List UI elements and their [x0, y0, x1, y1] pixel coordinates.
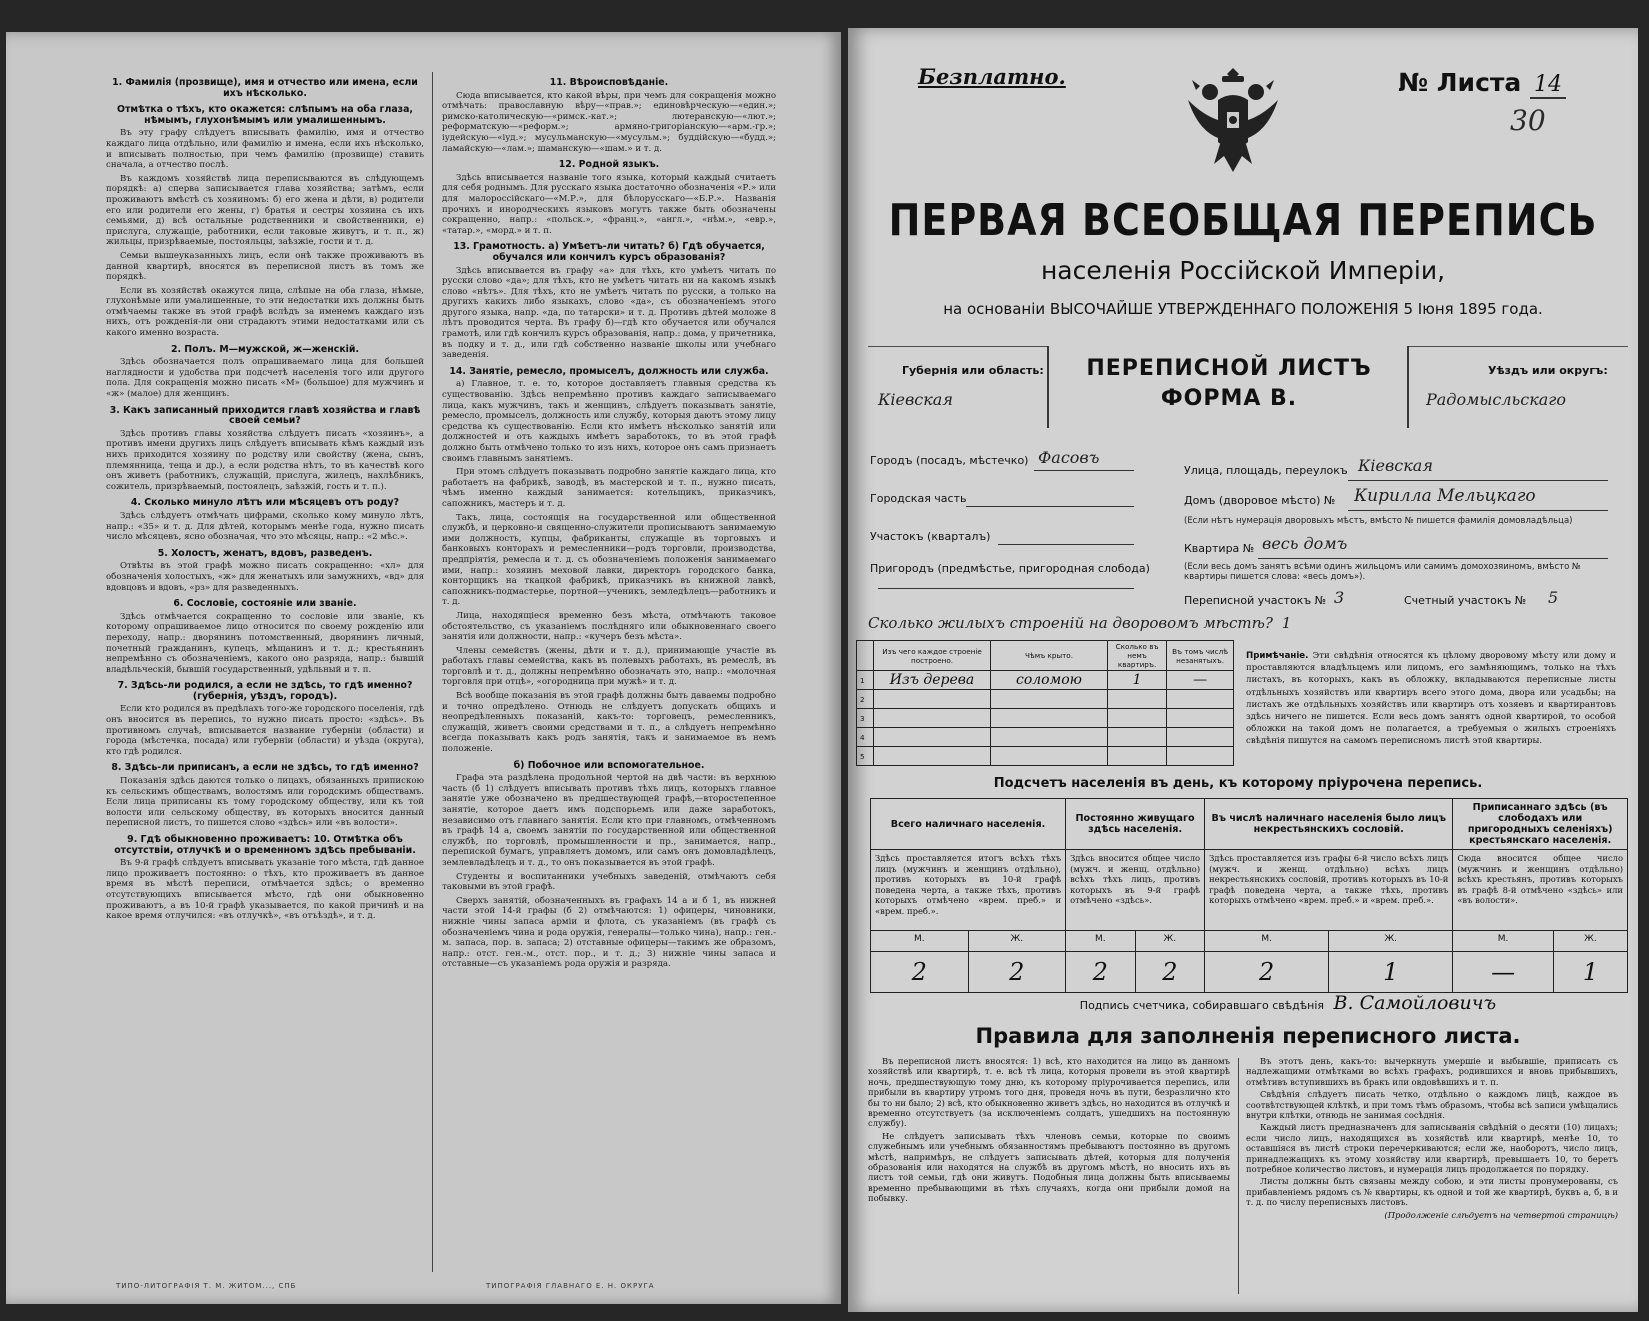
census-legal-basis: на основаніи ВЫСОЧАЙШЕ УТВЕРЖДЕННАГО ПОЛОЖЕНІЯ 5 Іюня 1895 года. [943, 300, 1543, 318]
bldg-col-flats: Сколько въ немъ квартиръ. [1108, 641, 1167, 671]
buildings-note-title: Примѣчаніе. [1246, 651, 1309, 661]
census-title: ПЕРВАЯ ВСЕОБЩАЯ ПЕРЕПИСЬ [888, 194, 1598, 246]
instruction-paragraph: Показанія здѣсь даются только о лицахъ, обязанныхъ припискою къ сельскимъ обществамъ, волостямъ или городскимъ обществамъ. Если лица приписаны къ тому городскому обществу, или къ той волости или сельскому обществу, въ которыхъ вносится данный переписной листъ, то пишется слово «здѣсь» или «въ волости». [106, 776, 424, 829]
instruction-heading: б) Побочное или вспомогательное. [513, 759, 705, 771]
signature-value: В. Самойловичъ [1333, 992, 1497, 1014]
double-headed-eagle-emblem [1178, 60, 1288, 180]
bldg-roof [991, 690, 1108, 709]
city-underline [1034, 470, 1134, 471]
pop-value: 2 [871, 952, 969, 993]
enumerator-signature [968, 992, 1608, 1014]
instruction-paragraph: Члены семействъ (жены, дѣти и т. д.), принимающіе участіе въ работахъ главы семейства, какъ въ полевыхъ работахъ, въ ремеслѣ, въ торговлѣ и т. д., должны непремѣнно обозначать это, напр.: «молочная торговля при отцѣ», «огородница при мужѣ» и т. д. [442, 645, 776, 688]
flat-note: (Если весь домъ занятъ всѣми одинъ жильцомъ или самимъ домохозяиномъ, вмѣсто № квартиры пишется слова: «весь домъ»). [1184, 562, 1581, 582]
bldg-empty [1167, 728, 1234, 747]
bldg-flats-value: 1 [1132, 672, 1142, 688]
signature-label: Подпись счетчика, собиравшаго свѣдѣнія [1079, 999, 1325, 1012]
pop-col-registered-peasant: Приписаннаго здѣсь (въ слободахъ или пригородныхъ селеніяхъ) крестьянскаго населенія. [1453, 799, 1628, 850]
rules-divider [1238, 1058, 1239, 1294]
rule-paragraph: Каждый листъ предназначенъ для записыванія свѣдѣній о десяти (10) лицахъ; если число лицъ, находящихся въ хозяйствѣ или квартирѣ, менѣе 10, то оставшіяся въ листѣ строки перечеркиваются; если же, наоборотъ, число лицъ, принадлежащихъ къ этому хозяйству или квартирѣ, превышаетъ 10, то беретъ потребное количество листовъ, и нумерація лицъ продолжается по порядку. [1246, 1122, 1618, 1175]
building-row [857, 690, 1234, 709]
census-section-value: 3 [1334, 588, 1345, 607]
rule-paragraph: Листы должны быть связаны между собою, и эти листы пронумерованы, съ прибавленіемъ рядомъ съ № квартиры, къ одной и той же квартирѣ, буквъ а, б, в и т. д. по числу переписныхъ листовъ. [1246, 1176, 1618, 1208]
instruction-paragraph: При этомъ слѣдуетъ показывать подробно занятіе каждаго лица, кто работаетъ на фабрикѣ, заводѣ, въ мастерской и т. п., нужно писать, чѣмъ именно каждый занимается: котельщикъ, приказчикъ, сапожникъ, мастеръ и т. д. [442, 467, 776, 509]
bldg-row-number [857, 747, 874, 766]
instruction-paragraph: Лица, находящіеся временно безъ мѣста, отмѣчаютъ таковое обстоятельство, съ указаніемъ послѣдняго или обыкновеннаго своего занятія или должности, напр.: «кучеръ безъ мѣста». [442, 610, 776, 643]
building-row [857, 709, 1234, 728]
street-label: Улица, площадь, переулокъ [1184, 464, 1348, 477]
instruction-paragraph: Сюда вписывается, кто какой вѣры, при чемъ для сокращенія можно отмѣчать: православную вѣру—«прав.»; единовѣрческую—«един.»; римско-католическую—«римск.-кат.»; лютеранскую—«лют.»; реформатскую—«реформ.»; армяно-григоріанскую—«арм.-гр.»; іудейскую—«іуд.»; мусульманскую—«мусульм.»; буддійскую—«будд.»; ламайскую—«лам.»; шаманскую—«шам.» и т. д. [442, 90, 776, 154]
uchastok-label: Участокъ (кварталъ) [870, 530, 991, 543]
count-section-label: Счетный участокъ № [1404, 594, 1527, 607]
house-note: (Если нѣтъ нумерація дворовыхъ мѣстъ, вмѣсто № пишется фамилія домовладѣльца) [1184, 516, 1573, 526]
pop-value: 2 [968, 952, 1066, 993]
bldg-flats [1108, 747, 1167, 766]
pop-header-row [871, 799, 1628, 850]
instruction-heading: 14. Занятіе, ремесло, промыселъ, должность или служба. [449, 365, 769, 377]
pop-values-row [871, 952, 1628, 993]
pop-value: 2 [1205, 952, 1329, 993]
bldg-row-number-value: 2 [860, 694, 865, 704]
instruction-heading: 9. Гдѣ обыкновенно проживаетъ: 10. Отмѣтка объ отсутствіи, отлучкѣ и о временномъ здѣсь пребываніи. [114, 834, 416, 856]
rule-paragraph: Въ этотъ день, какъ-то: вычеркнуть умершіе и выбывшіе, приписать съ надлежащими отмѣтками во всѣхъ графахъ, родившихся и вновь прибывшихъ, отмѣтивъ вступившихъ въ бракъ или овдовѣвшихъ и т. п. [1246, 1056, 1618, 1087]
pop-sex-f: Ж. [1135, 931, 1205, 952]
form-name [1064, 354, 1394, 414]
pop-sex-m: М. [871, 931, 969, 952]
bldg-empty-value: — [1193, 672, 1208, 688]
buildings-note [1246, 650, 1616, 748]
instruction-paragraph: Въ 9-й графѣ слѣдуетъ вписывать указаніе того мѣста, гдѣ данное лицо проживаетъ постоянно: о тѣхъ, кто проживаетъ въ данное время въ мѣстѣ переписи, отмѣчается здѣсь; о временно отсутствующихъ вписывается мѣсто, гдѣ они обыкновенно проживаютъ, а въ 10-й графѣ указывается, по какой причинѣ и на какое время отлучился: «въ отлучкѣ», «въ отъѣздѣ», и т. д. [106, 858, 424, 922]
pop-sex-m: М. [1205, 931, 1329, 952]
gubernia-value: Кіевская [878, 390, 953, 409]
uezd-label: Уѣздъ или округъ: [1488, 364, 1608, 377]
bldg-row-number [857, 671, 874, 690]
instruction-heading: 6. Сословіе, состояніе или званіе. [173, 598, 357, 610]
instruction-heading: 1. Фамилія (прозвище), имя и отчество или имена, если ихъ нѣсколько. [112, 77, 418, 99]
instruction-paragraph: Въ эту графу слѣдуетъ вписывать фамилію, имя и отчество каждаго лица отдѣльно, или фамилію и имена, если ихъ нѣсколько, и вписывать полностью, при чемъ фамилію (прозвище) ставить сначала, а отчество послѣ. [106, 128, 424, 171]
instruction-heading: 8. Здѣсь-ли приписанъ, а если не здѣсь, то гдѣ именно? [111, 762, 419, 774]
instruction-heading: 12. Родной языкъ. [558, 159, 660, 171]
bldg-material-value: Изъ дерева [889, 672, 975, 688]
instruction-paragraph: а) Главное, т. е. то, которое доставляетъ главныя средства къ существованію. Здѣсь непремѣнно противъ каждаго записываемаго лица, какъ мужчинъ, такъ и женщинъ, слѣдуетъ показывать занятіе, ремесло, промыселъ, должность или службу, которыя даютъ этому лицу средства къ существованію. Если кто имѣетъ нѣсколько занятій или должностей и отъ каждыхъ имѣетъ заработокъ, то въ этой графѣ должно быть отмѣчено только то изъ нихъ, которое онъ самъ признаетъ своимъ главнымъ занятіемъ. [442, 379, 776, 464]
uezd-value: Радомысльскаго [1426, 390, 1567, 409]
bldg-empty [1167, 690, 1234, 709]
instruction-paragraph: Графа эта раздѣлена продольной чертой на двѣ части: въ верхнюю часть (б 1) слѣдуетъ вписывать противъ тѣхъ лицъ, которыхъ главное занятіе уже обозначено въ предшествующей графѣ,—второстепенное занятіе, которое даетъ имъ подспорьемъ или даже заработокъ, независимо отъ главнаго занятія. Если кто при главномъ, отмѣченномъ въ графѣ 14 а, своемъ занятіи по государственной или общественной службѣ, по торговлѣ, промышленности и пр., занимается, напр., перепиской бумагъ, управляетъ домомъ, или самъ онъ домовладѣлецъ, землевладѣлецъ и т. д., то онъ показывается въ этой графѣ. [442, 773, 776, 868]
instruction-paragraph: Если въ хозяйствѣ окажутся лица, слѣпые на оба глаза, нѣмые, глухонѣмые или умалишенные, то эти недостатки ихъ должны быть отмѣчаемы также въ этой графѣ вслѣдъ за именемъ каждаго изъ нихъ, отъ рожденія-ли они страдаютъ этими недостатками или съ какого именно возраста. [106, 285, 424, 339]
free-of-charge-label: Безплатно. [918, 64, 1066, 89]
pop-col-non-peasant: Въ числѣ наличнаго населенія было лицъ некрестьянскихъ сословій. [1205, 799, 1453, 850]
bldg-roof [991, 671, 1108, 690]
district-label: Городская часть [870, 492, 967, 505]
instruction-paragraph: Здѣсь слѣдуетъ отмѣчать цифрами, сколько кому минуло лѣтъ, напр.: «35» и т. д. Для дѣтей, которымъ менѣе года, нужно писать число мѣсяцевъ, ясно обозначая, что это мѣсяцы, напр.: «2 мѣс.». [106, 510, 424, 543]
building-row [857, 747, 1234, 766]
bldg-row-number [857, 728, 874, 747]
rule-paragraph: Не слѣдуетъ записывать тѣхъ членовъ семьи, которые по своимъ служебнымъ или учебнымъ обязанностямъ пребываютъ постоянно въ другомъ мѣстѣ, напримѣръ, не слѣдуетъ записывать дѣтей, которыя для полученія образованія или находятся на службѣ въ другомъ мѣстѣ, но вносить ихъ въ листъ той семьи, гдѣ они живутъ. Подобныя лица должны быть вписываемы временно пребывающими въ тѣхъ случаяхъ, когда они прибыли домой на побывку. [868, 1130, 1230, 1204]
buildings-table-header [857, 641, 1234, 671]
city-value: Фасовъ [1038, 448, 1100, 467]
census-section-label: Переписной участокъ № [1184, 594, 1327, 607]
bldg-row-number-value: 3 [860, 713, 865, 723]
uchastok-underline [998, 544, 1134, 545]
instruction-paragraph: Всѣ вообще показанія въ этой графѣ должны быть даваемы подробно и точно опредѣлено. Отнюдь не слѣдуетъ допускать общихъ и неопредѣленныхъ показаній, какъ-то: торговецъ, ремесленникъ, служащій, живетъ своими средствами и т. п., а слѣдуетъ непремѣнно всегда показывать какъ родъ занятія, такъ и занимаемое въ немъ положеніе. [442, 691, 776, 755]
flat-value: весь домъ [1262, 534, 1348, 553]
instruction-heading: 5. Холостъ, женатъ, вдовъ, разведенъ. [157, 547, 373, 559]
left-page-instructions [6, 32, 841, 1304]
instruction-heading: 11. Вѣроисповѣданіе. [549, 77, 669, 88]
sheet-number-alt: 30 [1510, 104, 1546, 137]
printer-imprint-2: ТИПОГРАФІЯ ГЛАВНАГО Е. Н. ОКРУГА [486, 1282, 655, 1290]
bldg-row-number-value: 1 [860, 675, 865, 685]
flat-underline [1258, 558, 1608, 559]
bldg-col-material: Изъ чего каждое строеніе построено. [874, 641, 991, 671]
census-subtitle: населенія Россійской Имперіи, [1040, 256, 1446, 285]
form-name-line-2: ФОРМА В. [1160, 386, 1298, 411]
bldg-roof-value: соломою [1016, 672, 1082, 688]
bldg-empty [1167, 747, 1234, 766]
bldg-flats [1108, 671, 1167, 690]
bldg-material [874, 671, 991, 690]
instruction-heading: 7. Здѣсь-ли родился, а если не здѣсь, то гдѣ именно? (губернія, уѣздъ, городъ). [117, 680, 413, 702]
bldg-roof [991, 728, 1108, 747]
instruction-paragraph: Сверхъ занятій, обозначенныхъ въ графахъ 14 а и б 1, въ нижней части этой 14-й графы (б 2) отмѣчаются: 1) офицеры, чиновники, нижніе чины запаса армiи и флота, съ указаніемъ (въ графѣ съ обозначеніемъ чина и рода оружія, генералы—только чина), напр.: ген.-м. запаса, пор. в. запаса; 2) отставные офицеры—такимъ же образомъ, напр.: отст. ген.-м., отст. пор., и т. д.; 3) нижніе чины запаса и отставные—съ указаніемъ рода оружія и разряда. [442, 895, 776, 970]
pop-sex-row [871, 931, 1628, 952]
bldg-col-num [857, 641, 874, 671]
bldg-material [874, 690, 991, 709]
rules-title: Правила для заполненія переписного листа. [975, 1024, 1521, 1048]
buildings-table [856, 640, 1234, 766]
pop-value: 2 [1066, 952, 1136, 993]
pop-desc-non-peasant: Здѣсь проставляется изъ графы 6-й число всѣхъ лицъ (мужч. и женщ. отдѣльно) всѣхъ лицъ некрестьянскихъ сословій, противъ которыхъ въ 10-й графѣ поведена черта, а также тѣхъ, противъ которыхъ отмѣчено «врем. преб.» и «врем. преб.». [1205, 850, 1453, 931]
pop-sex-f: Ж. [968, 931, 1066, 952]
instructions-column-2 [442, 72, 776, 1262]
buildings-label: Сколько жилыхъ строеній на дворовомъ мѣстѣ? [868, 614, 1273, 632]
pop-value: — [1453, 952, 1554, 993]
house-value: Кирилла Мельцкаго [1354, 486, 1536, 506]
buildings-note-text: Эти свѣдѣнія относятся къ цѣлому дворовому мѣсту или дому и проставляются владѣльцемъ или лицомъ, его замѣняющимъ, только на тѣхъ листахъ, въ которыхъ, какъ въ обложку, вкладываются переписные листы отдѣльныхъ хозяйствъ или квартиръ всего этого дома, двора или усадьбы; на листахъ же отдѣльныхъ хозяйствъ или квартиръ отъ хозяевъ и квартирантовъ здѣсь ничего не пишется. Если весь домъ занятъ одной квартирой, то особой обложки на такой домъ не полагается, а требуемыя о жилыхъ строеніяхъ свѣдѣнія пишутся на самомъ переписномъ листѣ этой квартиры. [1246, 651, 1616, 747]
buildings-value: 1 [1281, 614, 1292, 632]
pop-value: 1 [1329, 952, 1453, 993]
bldg-roof [991, 747, 1108, 766]
pop-value: 2 [1135, 952, 1205, 993]
instruction-paragraph: Такъ, лица, состоящія на государственной или общественной службѣ, и церковно-и священно-служители прописываютъ занимаемую ими должность, купцы, фабриканты, служащіе въ торговыхъ и банковыхъ конторахъ и ремесленники—родъ торговли, производства, предпріятія, ремесла и т. д. съ обозначеніемъ положенія занимаемаго ими, напр.: хозяинъ меховой лавки, директоръ городского банка, конторщикъ на ткацкой фабрикѣ, приказчикъ въ книжной лавкѣ, сапожникъ-подмастерье, портной—ученикъ, земледѣлецъ—работникъ и т. д. [442, 512, 776, 608]
bldg-row-number-value: 4 [860, 732, 865, 742]
sheet-number [1398, 68, 1566, 97]
bldg-material [874, 709, 991, 728]
instruction-heading: 4. Сколько минуло лѣтъ или мѣсяцевъ отъ роду? [130, 497, 400, 509]
pop-sex-m: М. [1453, 931, 1554, 952]
pop-col-total-present: Всего наличнаго населенія. [871, 799, 1066, 850]
instruction-paragraph: Здѣсь вписывается въ графу «а» для тѣхъ, кто умѣетъ читать по русски слово «да»; для тѣхъ, кто не умѣетъ читать ни на какомъ языкѣ слово «нѣтъ». Для тѣхъ, кто не умѣетъ читать по русски, а только на другихъ какихъ либо языкахъ, слово «да», съ обозначеніемъ этого другого языка, напр. «да, по татарски» и т. д. Противъ дѣтей моложе 8 лѣтъ проводится черта. Въ графу б)—гдѣ кто обучается или обучался грамотѣ, или гдѣ кончилъ курсъ образованія, напр.: дома, у причетника, въ подку и т. д., или гдѣ собственно названіе школы или учебнаго заведенія. [442, 265, 776, 361]
bldg-material [874, 747, 991, 766]
pop-desc-permanent: Здѣсь вносится общее число (мужч. и женщ. отдѣльно) всѣхъ тѣхъ лицъ, противъ которыхъ въ 9-й графѣ отмѣчено «здѣсь». [1066, 850, 1205, 931]
instruction-paragraph: Отвѣты въ этой графѣ можно писать сокращенно: «хл» для обозначенія холостыхъ, «ж» для женатыхъ или замужнихъ, «вд» для вдовцовъ и вдовъ, «рз» для разведенныхъ. [106, 561, 424, 593]
rules-column-right [1246, 1056, 1618, 1296]
instruction-heading: 3. Какъ записанный приходится главѣ хозяйства и главѣ своей семьи? [109, 404, 421, 427]
instruction-paragraph: Здѣсь обозначается полъ опрашиваемаго лица для большей наглядности и удобства при подсчетѣ населенія того или другого пола. Для сокращенія можно писать «М» (большое) для мужчинъ и «ж» (малое) для женщинъ. [106, 357, 424, 400]
pop-desc-registered-peasant: Сюда вносится общее число (мужчинъ и женщинъ отдѣльно) всѣхъ крестьянъ, противъ которыхъ въ графѣ 8-й отмѣчено «здѣсь» или «въ волости». [1453, 850, 1628, 931]
building-row [857, 671, 1234, 690]
bldg-flats [1108, 728, 1167, 747]
instruction-paragraph: Здѣсь вписывается названіе того языка, который каждый считаетъ для себя роднымъ. Для русскаго языка достаточно обозначенія «Р.» или для малороссійскаго—«М.Р.», для бѣлорусскаго—«Б.Р.». Названія прочихъ и инородческихъ языковъ могутъ также быть обозначены сокращенно, напр.: «польск.», «франц.», «англ.», «нѣм.», «евр.», «татар.», «морд.» и т. п. [442, 172, 776, 236]
column-divider [432, 72, 433, 1272]
bldg-row-number [857, 690, 874, 709]
instruction-heading: Отмѣтка о тѣхъ, кто окажется: слѣпымъ на оба глаза, нѣмымъ, глухонѣмымъ или умалишеннымъ. [117, 104, 413, 126]
bldg-col-roof: Чѣмъ крыто. [991, 641, 1108, 671]
pop-sex-m: М. [1066, 931, 1136, 952]
buildings-question [868, 614, 1291, 632]
bldg-row-number [857, 709, 874, 728]
printer-imprint-1: ТИПО-ЛИТОГРАФІЯ Т. М. ЖИТОМ..., СПБ [116, 1282, 297, 1290]
house-underline [1348, 510, 1608, 511]
count-section-value: 5 [1548, 588, 1559, 607]
instruction-paragraph: Студенты и воспитанники учебныхъ заведеній, отмѣчаютъ себя таковыми въ этой графѣ. [442, 871, 776, 893]
instruction-paragraph: Здѣсь противъ главы хозяйства слѣдуетъ писать «хозяинъ», а противъ имени другихъ лицъ слѣдуетъ вписывать кѣмъ каждый изъ нихъ приходится хозяину по родству или свойству (жена, сынъ, племянница, теща и др.), а если родства нѣтъ, то въ качествѣ кого онъ живетъ (работникъ, служащій, прислуга, жилецъ, нахлѣбникъ, сожитель, призрѣваемый, постоялецъ, заѣзжій, гость и т. п.). [106, 428, 424, 492]
bldg-row-number-value: 5 [860, 751, 865, 761]
bldg-roof [991, 709, 1108, 728]
bldg-material [874, 728, 991, 747]
instruction-paragraph: Если кто родился въ предѣлахъ того-же городского поселенія, гдѣ онъ вносится въ перепись, то нужно писать просто: «здѣсь». Въ противномъ случаѣ, вписывается название губерніи (области) и города (мѣстечка, посада) или губерніи (области) и уѣзда (округа), кто гдѣ родился. [106, 704, 424, 757]
bldg-flats [1108, 709, 1167, 728]
form-name-line-1: ПЕРЕПИСНОЙ ЛИСТЪ [1086, 356, 1372, 381]
sheet-number-value: 14 [1530, 72, 1566, 99]
rule-paragraph: Свѣдѣнія слѣдуетъ писать четко, отдѣльно о каждомъ лицѣ, каждое въ соотвѣтствующей клѣткѣ, и при томъ тѣмъ образомъ, чтобы всѣ записи умѣщались внутри клѣтки, отнюдь не занимая сосѣднія. [1246, 1089, 1618, 1121]
population-count-title: Подсчетъ населенія въ день, къ которому пріурочена перепись. [993, 776, 1483, 791]
prigorod-label: Пригородъ (предмѣстье, пригородная слобода) [870, 562, 1150, 575]
pop-desc-row [871, 850, 1628, 931]
prigorod-underline [878, 588, 1134, 589]
pop-col-permanent: Постоянно живущаго здѣсь населенія. [1066, 799, 1205, 850]
instruction-heading: 13. Грамотность. а) Умѣетъ-ли читать? б) Гдѣ обучается, обучался или кончилъ курсъ образованія? [453, 241, 765, 263]
population-count-table [870, 798, 1628, 993]
gubernia-label: Губернія или область: [902, 364, 1044, 377]
bldg-empty [1167, 709, 1234, 728]
district-underline [966, 506, 1134, 507]
pop-sex-f: Ж. [1329, 931, 1453, 952]
sheet-number-label: № Листа [1398, 68, 1522, 97]
street-underline [1348, 480, 1608, 481]
form-header-box [868, 346, 1628, 428]
instruction-paragraph: Въ каждомъ хозяйствѣ лица переписываются въ слѣдующемъ порядкѣ: а) сперва записывается глава хозяйства; затѣмъ, если проживаютъ вмѣстѣ съ хозяиномъ: б) его жена и дѣти, в) родители его или родители его жены, г) братья и сестры хозяина съ ихъ семьями, д) всѣ остальные родственники и свойственники, е) прислуга, служащіе, работники, если таковые живутъ, и т. п., ж) жильцы, призрѣваемые, постояльцы, заѣзжіе, гости и т. д. [106, 173, 424, 248]
city-label: Городъ (посадъ, мѣстечко) [870, 454, 1029, 467]
instruction-paragraph: Семьи вышеуказанныхъ лицъ, если онѣ также проживаютъ въ данной квартирѣ, вносятся въ переписной листъ въ томъ же порядкѣ. [106, 250, 424, 283]
rule-paragraph: Въ переписной листъ вносятся: 1) всѣ, кто находится на лицо въ данномъ хозяйствѣ или квартирѣ, т. е. всѣ тѣ лица, которыя провели въ этой квартирѣ ночь, предшествующую тому дню, къ которому пріурочивается перепись, или прибыли въ квартиру утромъ того дня, проведя ночь въ пути, безразлично кто бы то ни было; 2) всѣ, кто обыкновенно живетъ здѣсь, но находится въ отлучкѣ и временно отсутствуетъ (за исключеніемъ солдатъ, ушедшихъ на постоянную службу). [868, 1056, 1230, 1129]
house-label: Домъ (дворовое мѣсто) № [1184, 494, 1336, 507]
street-value: Кіевская [1358, 456, 1433, 475]
rules-continuation-note: (Продолженіе слѣдуетъ на четвертой страницѣ) [1384, 1209, 1618, 1220]
pop-desc-total-present: Здѣсь проставляется итогъ всѣхъ тѣхъ лицъ (мужчинъ и женщинъ отдѣльно), противъ которыхъ въ 10-й графѣ поведена черта, а также тѣхъ, противъ которыхъ отмѣчено «врем. преб.» и «врем. преб.». [871, 850, 1066, 931]
instruction-paragraph: Здѣсь отмѣчается сокращенно то сословіе или званіе, къ которому опрашиваемое лицо относится по своему рожденію или переходу, напр.: дворянинъ потомственный, дворянинъ личный, почетный гражданинъ, купецъ, мѣщанинъ и т. д.; крестьянинъ непремѣнно съ обозначеніемъ, какого оно разряда, напр.: бывшій владѣльческій, бывшій государственный, удѣльный и т. п. [106, 611, 424, 675]
instruction-heading: 2. Полъ. М—мужской, ж—женскій. [170, 343, 360, 355]
building-row [857, 728, 1234, 747]
instructions-column-1 [106, 72, 424, 1262]
bldg-empty [1167, 671, 1234, 690]
flat-label: Квартира № [1184, 542, 1255, 555]
pop-value: 1 [1553, 952, 1627, 993]
rules-column-left [868, 1056, 1230, 1296]
bldg-flats [1108, 690, 1167, 709]
bldg-col-empty: Въ томъ числѣ незанятыхъ. [1167, 641, 1234, 671]
right-page-census-form [848, 28, 1638, 1312]
pop-sex-f: Ж. [1553, 931, 1627, 952]
